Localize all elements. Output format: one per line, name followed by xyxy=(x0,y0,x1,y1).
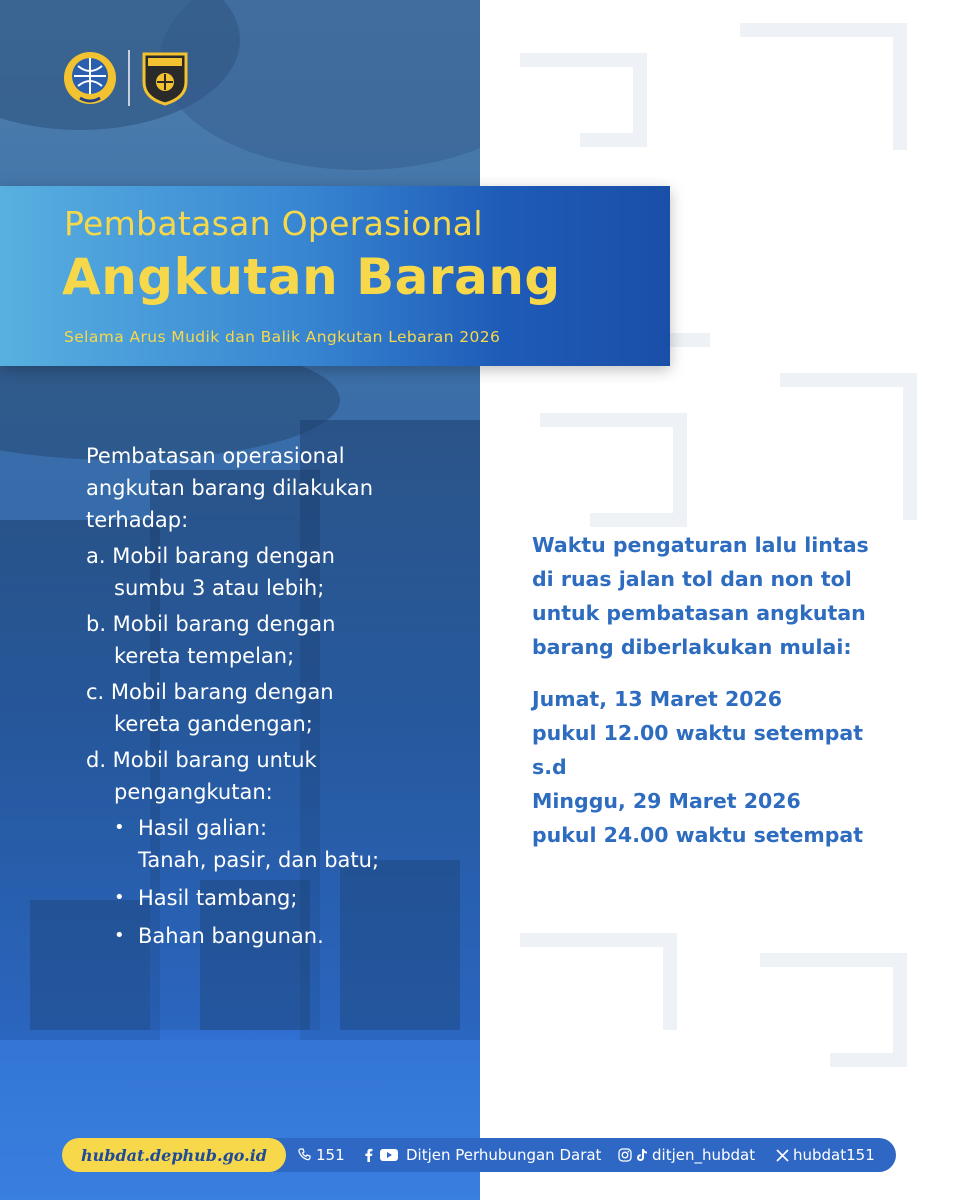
schedule-end-time: pukul 24.00 waktu setempat xyxy=(532,823,864,847)
schedule-separator: s.d xyxy=(532,755,567,779)
youtube-icon xyxy=(380,1148,398,1162)
description-line: di ruas jalan tol dan non tol xyxy=(532,567,852,591)
schedule-start-date: Jumat, 13 Maret 2026 xyxy=(532,687,783,711)
list-item-line: kereta tempelan; xyxy=(114,644,295,668)
x-contact[interactable] xyxy=(776,1138,875,1172)
korlantas-police-emblem-icon xyxy=(140,50,190,106)
restriction-list xyxy=(86,440,466,958)
list-item xyxy=(86,676,466,740)
list-item-line: a. Mobil barang dengan xyxy=(86,544,335,568)
phone-contact[interactable] xyxy=(298,1138,345,1172)
list-item-line: kereta gandengan; xyxy=(114,712,313,736)
description-line: untuk pembatasan angkutan xyxy=(532,601,866,625)
list-item-line: sumbu 3 atau lebih; xyxy=(114,576,325,600)
title-line-2: Angkutan Barang xyxy=(62,248,561,306)
restriction-intro xyxy=(86,440,466,536)
intro-line: Pembatasan operasional xyxy=(86,444,345,468)
list-item xyxy=(86,540,466,604)
description-line: Waktu pengaturan lalu lintas xyxy=(532,533,869,557)
facebook-icon xyxy=(362,1148,376,1162)
schedule-description xyxy=(532,528,932,664)
kemenhub-emblem-icon xyxy=(62,50,118,106)
instagram-tiktok-handle: ditjen_hubdat xyxy=(652,1146,756,1164)
instagram-tiktok-contact[interactable] xyxy=(618,1138,755,1172)
bullet-list xyxy=(112,812,466,952)
bullet-line: • Bahan bangunan. xyxy=(138,924,324,948)
x-handle: hubdat151 xyxy=(793,1146,875,1164)
title-subtitle: Selama Arus Mudik dan Balik Angkutan Lebaran 2026 xyxy=(64,328,501,346)
bullet-item xyxy=(112,920,466,952)
schedule-start-time: pukul 12.00 waktu setempat xyxy=(532,721,864,745)
list-item-line: pengangkutan: xyxy=(114,780,273,804)
list-item-line: c. Mobil barang dengan xyxy=(86,680,334,704)
schedule-end-date: Minggu, 29 Maret 2026 xyxy=(532,789,801,813)
bullet-line: Tanah, pasir, dan batu; xyxy=(138,848,380,872)
title-line-1: Pembatasan Operasional xyxy=(64,204,483,243)
schedule-info xyxy=(532,528,932,852)
schedule-dates xyxy=(532,682,932,852)
facebook-youtube-handle: Ditjen Perhubungan Darat xyxy=(406,1146,602,1164)
logo-divider xyxy=(128,50,130,106)
list-item xyxy=(86,744,466,808)
description-line: barang diberlakukan mulai: xyxy=(532,635,852,659)
bullet-line: • Hasil galian: xyxy=(138,816,268,840)
list-item-line: d. Mobil barang untuk xyxy=(86,748,317,772)
logo-group xyxy=(62,48,190,108)
bullet-item xyxy=(112,882,466,914)
bullet-line: • Hasil tambang; xyxy=(138,886,298,910)
list-item-line: b. Mobil barang dengan xyxy=(86,612,336,636)
phone-icon xyxy=(298,1148,312,1162)
intro-line: terhadap: xyxy=(86,508,189,532)
intro-line: angkutan barang dilakukan xyxy=(86,476,374,500)
tiktok-icon xyxy=(636,1148,648,1162)
list-item xyxy=(86,608,466,672)
phone-number: 151 xyxy=(316,1146,345,1164)
instagram-icon xyxy=(618,1148,632,1162)
x-twitter-icon xyxy=(776,1149,789,1162)
facebook-youtube-contact[interactable] xyxy=(362,1138,601,1172)
website-link[interactable]: hubdat.dephub.go.id xyxy=(62,1138,286,1172)
bullet-item xyxy=(112,812,466,876)
